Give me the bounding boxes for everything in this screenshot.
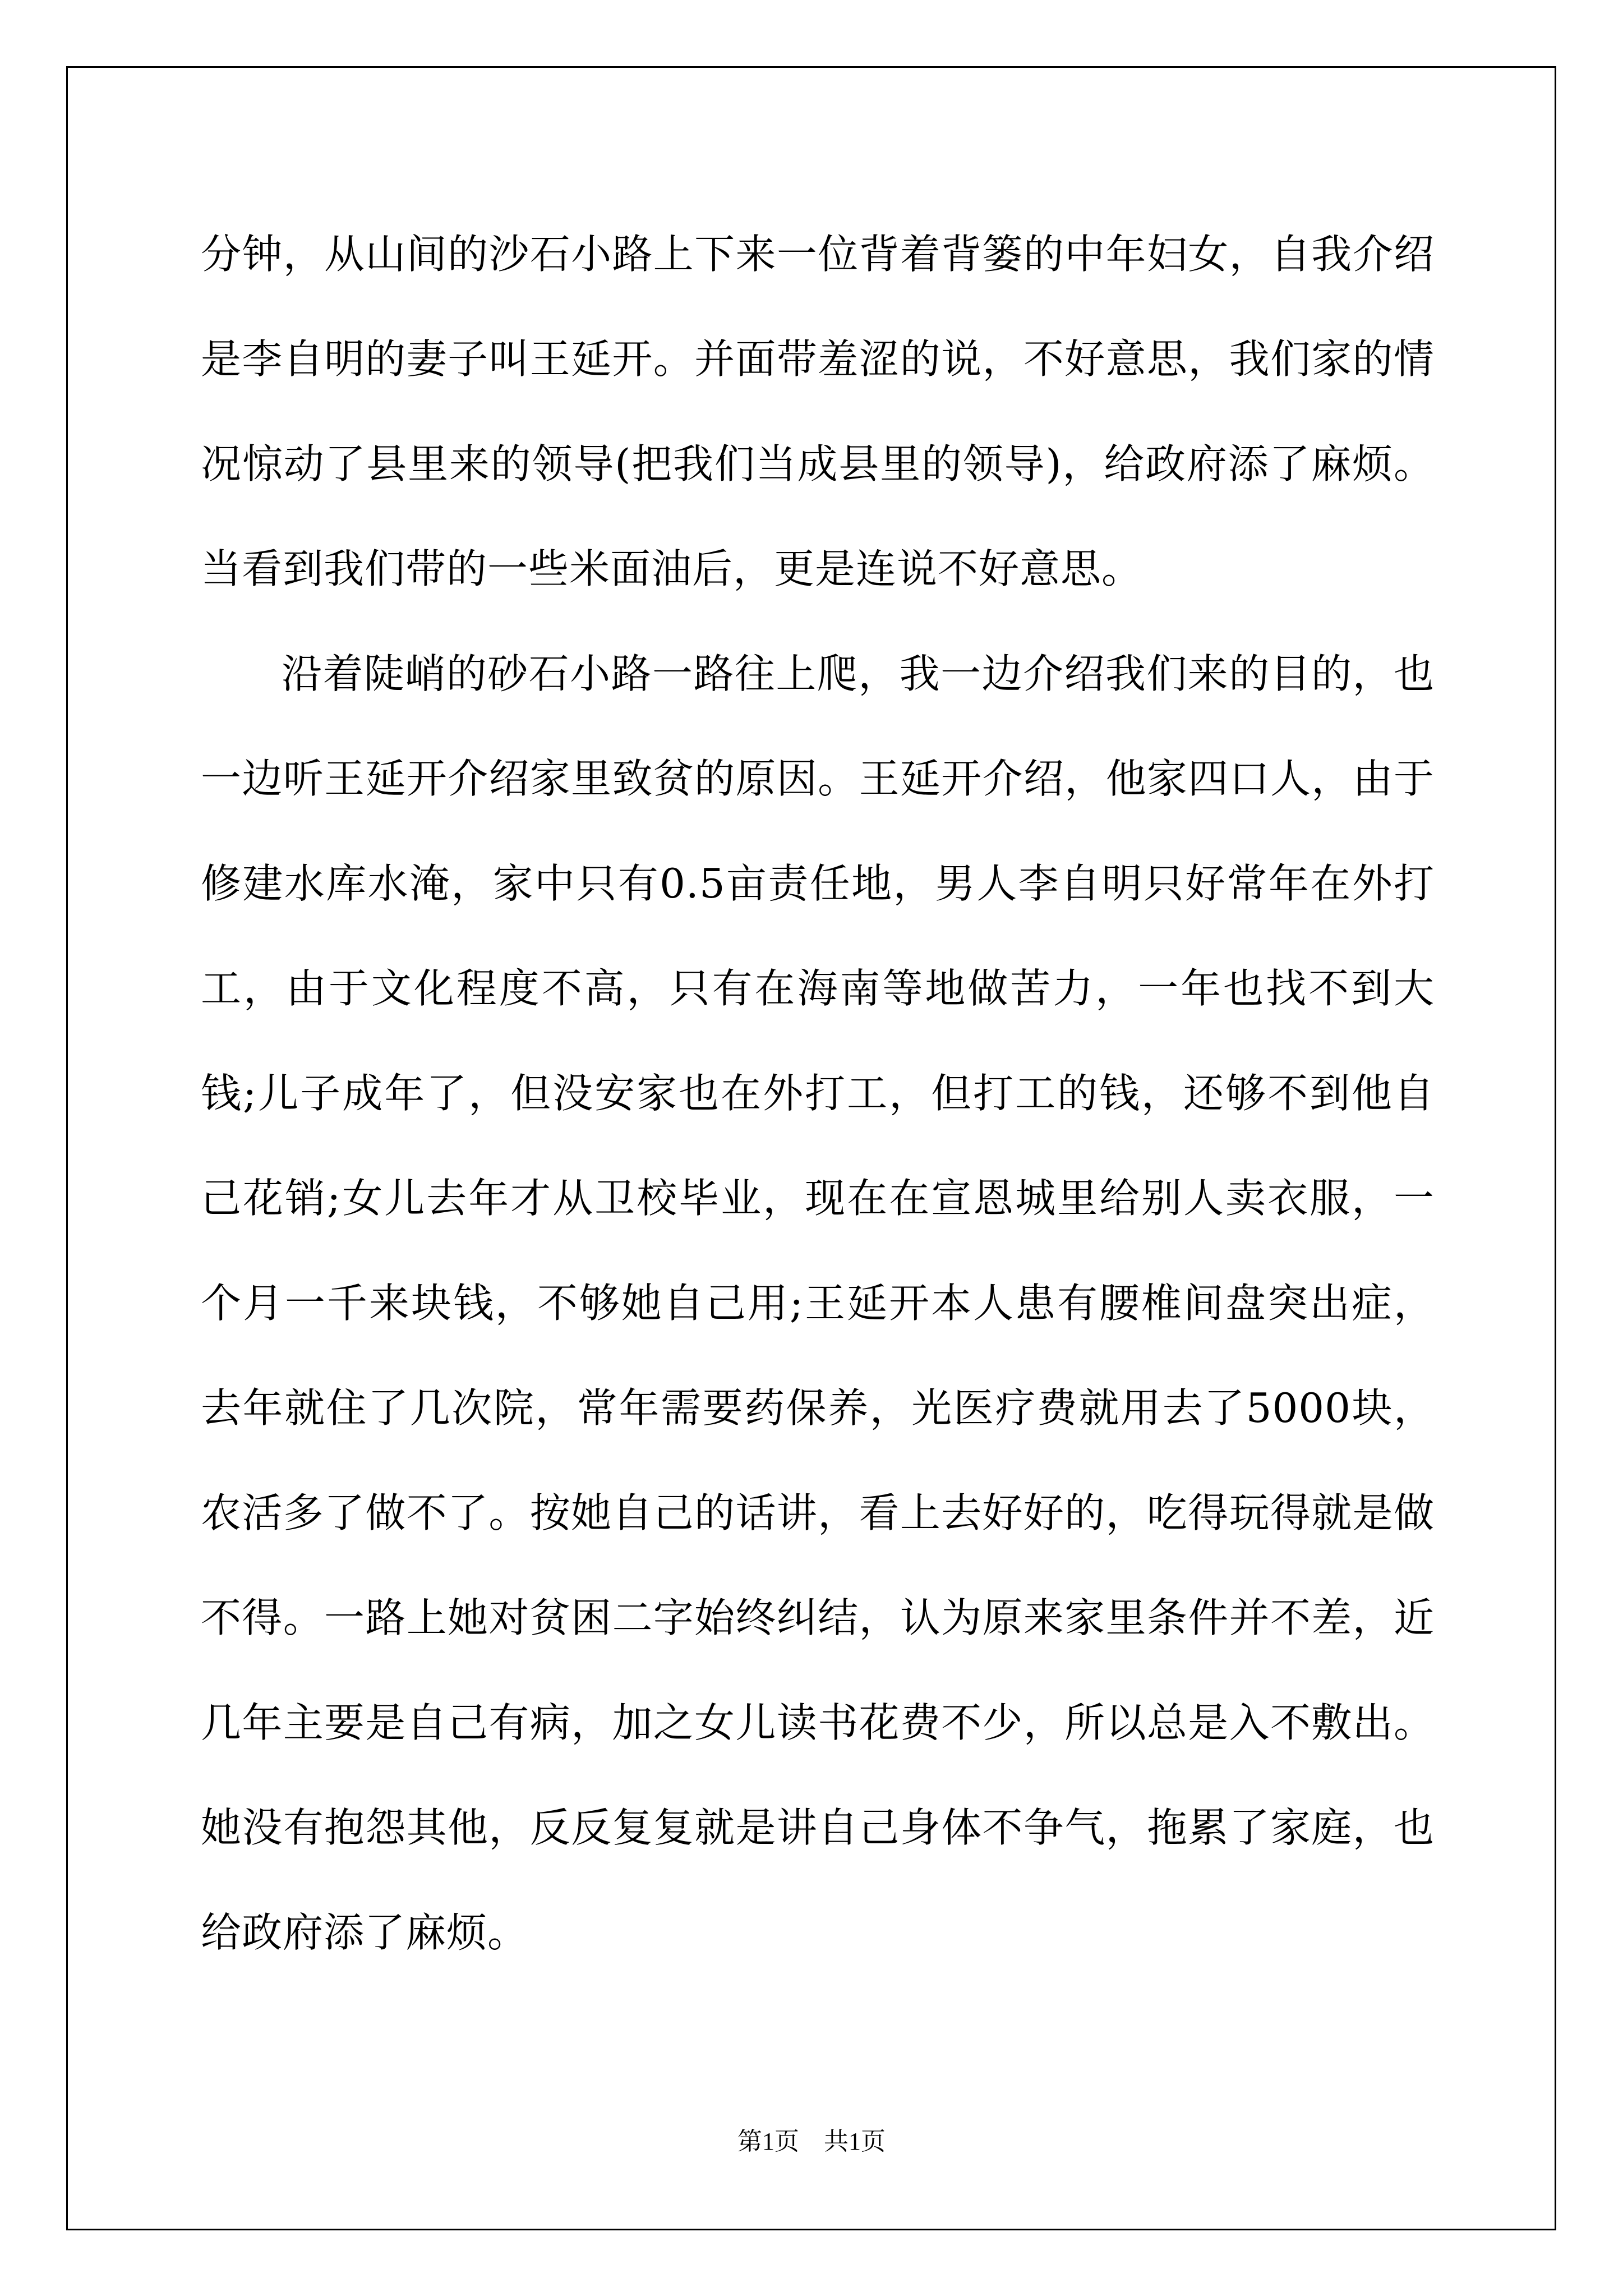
paragraph-2: 沿着陡峭的砂石小路一路往上爬，我一边介绍我们来的目的，也一边听王延开介绍家里致贫的原因。王延开介绍，他家四口人，由于修建水库水淹，家中只有0.5亩责任地，男人李自明只好常年在外打工，由于文化程度不高，只有在海南等地做苦力，一年也找不到大钱;儿子成年了，但没安家也在外打工，但打工的钱，还够不到他自己花销;女儿去年才从卫校毕业，现在在宣恩城里给别人卖衣服，一个月一千来块钱，不够她自己用;王延开本人患有腰椎间盘突出症，去年就住了几次院，常年需要药保养，光医疗费就用去了5000块，农活多了做不了。按她自己的话讲，看上去好好的，吃得玩得就是做不得。一路上她对贫困二字始终纠结，认为原来家里条件并不差，近几年主要是自己有病，加之女儿读书花费不少，所以总是入不敷出。她没有抱怨其他，反反复复就是讲自己身体不争气，拖累了家庭，也给政府添了麻烦。 [201,650,1435,1956]
page-footer: 第1页 共1页 [737,2128,886,2155]
paragraph-1: 分钟，从山间的沙石小路上下来一位背着背篓的中年妇女，自我介绍是李自明的妻子叫王延开。并面带羞涩的说，不好意思，我们家的情况惊动了县里来的领导(把我们当成县里的领导)，给政府添了麻烦。当看到我们带的一些米面油后，更是连说不好意思。 [201,231,1435,592]
document-body [201,202,1435,1985]
